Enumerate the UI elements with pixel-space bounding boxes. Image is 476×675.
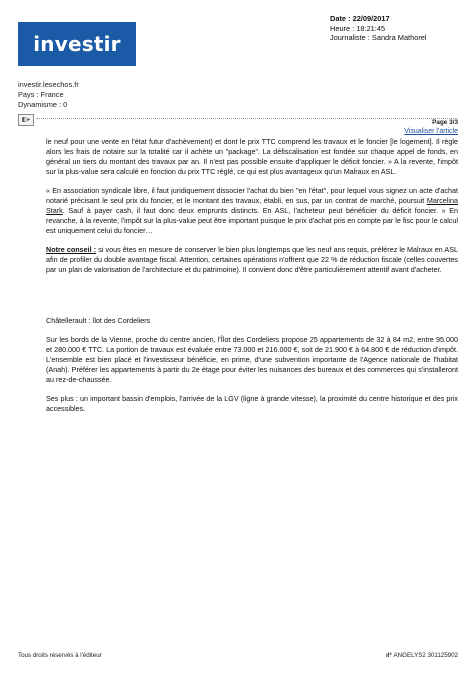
advice-label: Notre conseil :	[46, 245, 97, 254]
p2-after: . Sauf à payer cash, il faut donc deux emprunts distincts. En ASL, l'acheteur peut bénéficier du déficit foncier. » En revanche, à la revente, l'impôt sur la plus-value peut être important puisque le prix d'achat pris en compte par le fisc pour le calcul est uniquement celui du foncier…	[46, 206, 458, 235]
paragraph-4: Ses plus : un important bassin d'emplois, l'arrivée de la LGV (ligne à grande vitesse), la proximité du centre historique et des prix accessibles.	[46, 394, 458, 413]
spacer	[46, 284, 458, 316]
advice-text: si vous êtes en mesure de conserver le bien plus longtemps que les neuf ans requis, préférez le Malraux en ASL afin de profiler du double avantage fiscal. Attention, certaines opérations n'offrent que 22 % de réduction fiscale (celles couvertes par un plan de valorisation de l'architecture et du patrimoine). Il convient donc d'être particulièrement attentif avant d'acheter.	[46, 245, 458, 274]
page-nav-icon[interactable]: ◧▸	[18, 114, 34, 126]
article-meta	[330, 14, 427, 43]
source-site: investir.lesechos.fr	[18, 80, 79, 89]
footer-rights: Tous droits réservés à l'éditeur	[18, 652, 102, 659]
article-body	[46, 137, 458, 423]
paragraph-2	[46, 186, 458, 236]
footer-code	[386, 652, 458, 659]
source-dynamisme: Dynamisme : 0	[18, 99, 68, 109]
barcode-icon: ıl³	[386, 652, 392, 659]
source-info	[18, 80, 79, 109]
page-number: Page 3/3	[429, 119, 458, 126]
logo-text: investir	[33, 32, 121, 56]
visualiser-article-link[interactable]: Visualiser l'article	[404, 128, 458, 135]
meta-journaliste: Journaliste : Sandra Mathorel	[330, 33, 427, 43]
person-name: Marcelina Stark	[46, 196, 458, 215]
divider-line	[36, 118, 458, 119]
section-title: Châtellerault : îlot des Cordeliers	[46, 316, 151, 325]
paragraph-1: le neuf pour une vente en l'état futur d'achèvement) et dont le prix TTC comprend les travaux et le foncier [le logement]. Il règle alors les frais de notaire sur la totalité car il achète un "package". La défiscalisation est fondée sur chaque appel de fonds, en général un tiers du montant des travaux par an. Il n'est pas possible ensuite d'appliquer le déficit foncier. » A la revente, l'impôt sur la plus-value sera calculé en fonction du prix TTC réglé, ce qui est plus avantageux qu'un Malraux en ASL.	[46, 137, 458, 176]
meta-date: Date : 22/09/2017	[330, 14, 390, 23]
page-divider	[18, 114, 458, 126]
advice-paragraph	[46, 245, 458, 275]
meta-heure: Heure : 18:21:45	[330, 23, 386, 33]
footer-code-text: ANGELYS2 301125902	[393, 652, 458, 659]
investir-logo	[18, 22, 136, 66]
source-pays: Pays : France	[18, 89, 64, 99]
p2-before: « En association syndicale libre, il faut juridiquement dissocier l'achat du bien "en l'état", pour lequel vous signez un acte d'achat notarié précisant le seul prix du foncier, et le montant des travaux, établi, en sus, par un contrat de marché, poursuit	[46, 186, 458, 205]
paragraph-3: Sur les bords de la Vienne, proche du centre ancien, l'Îlot des Cordeliers propose 25 appartements de 32 à 84 m2, entre 95.000 et 280.000 € TTC. La portion de travaux est évaluée entre 73.000 et 216.000 €, soit de 21.900 € à 64.800 € de réduction d'impôt. L'ensemble est bien placé et l'investisseur bénéficie, en prime, d'une subvention importante de l'Agence nationale de l'habitat (Anah). Préférer les appartements à partir du 2e étage pour éviter les nuisances des bureaux et des commerces qui s'installeront au rez-de-chaussée.	[46, 335, 458, 384]
